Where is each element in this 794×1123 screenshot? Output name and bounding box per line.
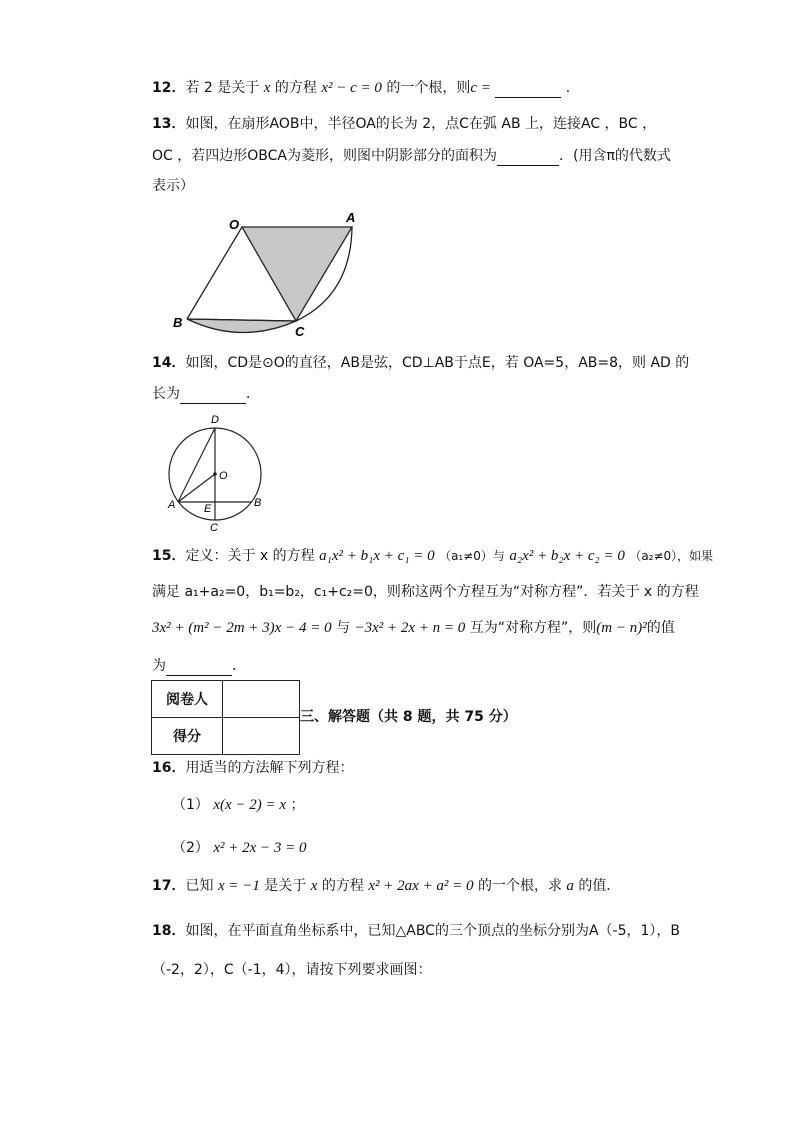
q13-text-2: OC ，若四边形OBCA为菱形，则图中阴影部分的面积为 (152, 148, 497, 164)
score-table-score-cell[interactable] (223, 718, 300, 755)
score-table (151, 680, 300, 755)
q13-label-c: C (295, 324, 305, 339)
q15-equation-2: a₂x² + b₂x + c₂ = 0 (509, 548, 625, 564)
q12-var-x: x (263, 80, 271, 96)
q13-number: 13． (152, 116, 186, 132)
q14-number: 14． (152, 355, 186, 371)
q15-line-1 (152, 546, 713, 566)
q17-var-x: x (310, 878, 318, 894)
q17-equation-2: x² + 2ax + a² = 0 (368, 878, 474, 894)
q18-number: 18． (152, 923, 186, 939)
q15-line-2 (152, 582, 699, 602)
q16-part-2 (172, 838, 307, 858)
q17-text-1: 已知 (185, 878, 214, 894)
q17-line (152, 876, 620, 896)
q16-part-1 (172, 795, 305, 815)
q12-answer-blank[interactable] (495, 83, 561, 98)
q14-text-1: 如图，CD是⊙O的直径，AB是弦，CD⊥AB于点E，若 OA=5，AB=8，则 AD 的 (185, 355, 690, 371)
q13-text-3: 表示） (152, 178, 194, 194)
q12-text-2: 的方程 (274, 80, 317, 96)
q15-text-3-tail: 的值 (646, 620, 675, 636)
q14-segment-ad (178, 428, 215, 502)
q12-line (152, 78, 570, 98)
q14-label-o: O (219, 470, 228, 482)
q14-figure (160, 410, 280, 535)
q14-line-1 (152, 353, 689, 373)
q16-number: 16． (152, 760, 186, 776)
q17-var-a: a (566, 878, 574, 894)
q17-text-5: 的值． (578, 878, 621, 894)
q13-line-1 (152, 114, 656, 134)
q12-end: . (565, 80, 571, 96)
q14-label-a: A (168, 499, 176, 511)
q13-label-o: O (229, 217, 240, 232)
q15-text-3: 互为“对称方程”，则 (469, 620, 597, 636)
q17-equation-1: x = −1 (217, 878, 260, 894)
q14-text-2-end: ． (246, 386, 260, 402)
q13-shaded-triangle (242, 227, 352, 321)
q17-number: 17． (152, 878, 186, 894)
q13-line-2 (152, 146, 671, 166)
section-3-heading: 三、解答题（共 8 题，共 75 分） (300, 709, 517, 725)
q18-line-2 (152, 960, 432, 980)
q16-equation-1: x(x − 2) = x (213, 797, 287, 813)
q15-text-1: 定义：关于 x 的方程 (185, 548, 315, 564)
q14-label-b: B (254, 497, 262, 509)
score-table-reviewer-label: 阅卷人 (152, 681, 223, 718)
q13-label-b: B (173, 315, 183, 330)
q15-cond-1: （a₁≠0）与 (439, 549, 505, 563)
q14-center-point (213, 472, 217, 476)
q12-text-1: 若 2 是关于 (185, 80, 260, 96)
q12-equation: x² − c = 0 (321, 80, 382, 96)
q14-line-2 (152, 384, 260, 404)
q16-part-1-label: （1） (172, 797, 209, 813)
q16-equation-2: x² + 2x − 3 = 0 (213, 840, 307, 856)
q16-text: 用适当的方法解下列方程： (185, 760, 354, 776)
q15-text-4-end: ． (232, 658, 246, 674)
q13-side-ob (187, 227, 242, 319)
q13-text-2-end: ．(用含π的代数式 (558, 148, 671, 164)
q15-cond-2: （a₂≠0），如果 (629, 549, 714, 563)
q15-text-4: 为 (152, 658, 166, 674)
q13-label-a: A (346, 210, 356, 225)
score-table-reviewer-cell[interactable] (223, 681, 300, 718)
q15-equation-3: 3x² + (m² − 2m + 3)x − 4 = 0 (152, 620, 332, 636)
q15-line-3 (152, 618, 675, 638)
q17-text-4: 的一个根，求 (477, 878, 562, 894)
q13-figure (165, 205, 385, 345)
q15-text-2: 满足 a₁+a₂=0，b₁=b₂，c₁+c₂=0，则称这两个方程互为“对称方程”．若关于 x 的方程 (152, 584, 699, 600)
q15-expression: (m − n)² (596, 620, 647, 636)
q13-answer-blank[interactable] (497, 151, 559, 166)
q13-text-1: 如图，在扇形AOB中，半径OA的长为 2，点C在弧 AB 上，连接AC ，BC ， (185, 116, 657, 132)
q15-text-mid: 与 (336, 620, 351, 636)
q12-c-label: c = (470, 80, 491, 96)
q14-answer-blank[interactable] (180, 389, 246, 404)
q15-number: 15． (152, 548, 186, 564)
q14-label-d: D (211, 414, 219, 426)
q15-line-4 (152, 656, 246, 676)
q16-part-2-label: （2） (172, 840, 209, 856)
q12-text-3: 的一个根，则 (386, 80, 471, 96)
q18-line-1 (152, 921, 680, 941)
q18-text-2: （-2，2），C（-1，4），请按下列要求画图： (152, 962, 432, 978)
q18-text-1: 如图，在平面直角坐标系中，已知△ABC的三个顶点的坐标分别为A（-5，1），B (185, 923, 681, 939)
q15-answer-blank[interactable] (166, 661, 232, 676)
q16-part-1-end: ； (290, 797, 305, 813)
q14-text-2: 长为 (152, 386, 180, 402)
q14-label-c: C (210, 522, 218, 534)
q13-line-3 (152, 176, 194, 196)
q12-number: 12． (152, 80, 186, 96)
q14-label-e: E (204, 503, 212, 515)
q16-line (152, 758, 353, 778)
q15-equation-1: a₁x² + b₁x + c₁ = 0 (319, 548, 435, 564)
q15-equation-4: −3x² + 2x + n = 0 (354, 620, 466, 636)
q17-text-3: 的方程 (321, 878, 364, 894)
q14-segment-ao (178, 474, 215, 502)
score-table-score-label: 得分 (152, 718, 223, 755)
q17-text-2: 是关于 (264, 878, 307, 894)
